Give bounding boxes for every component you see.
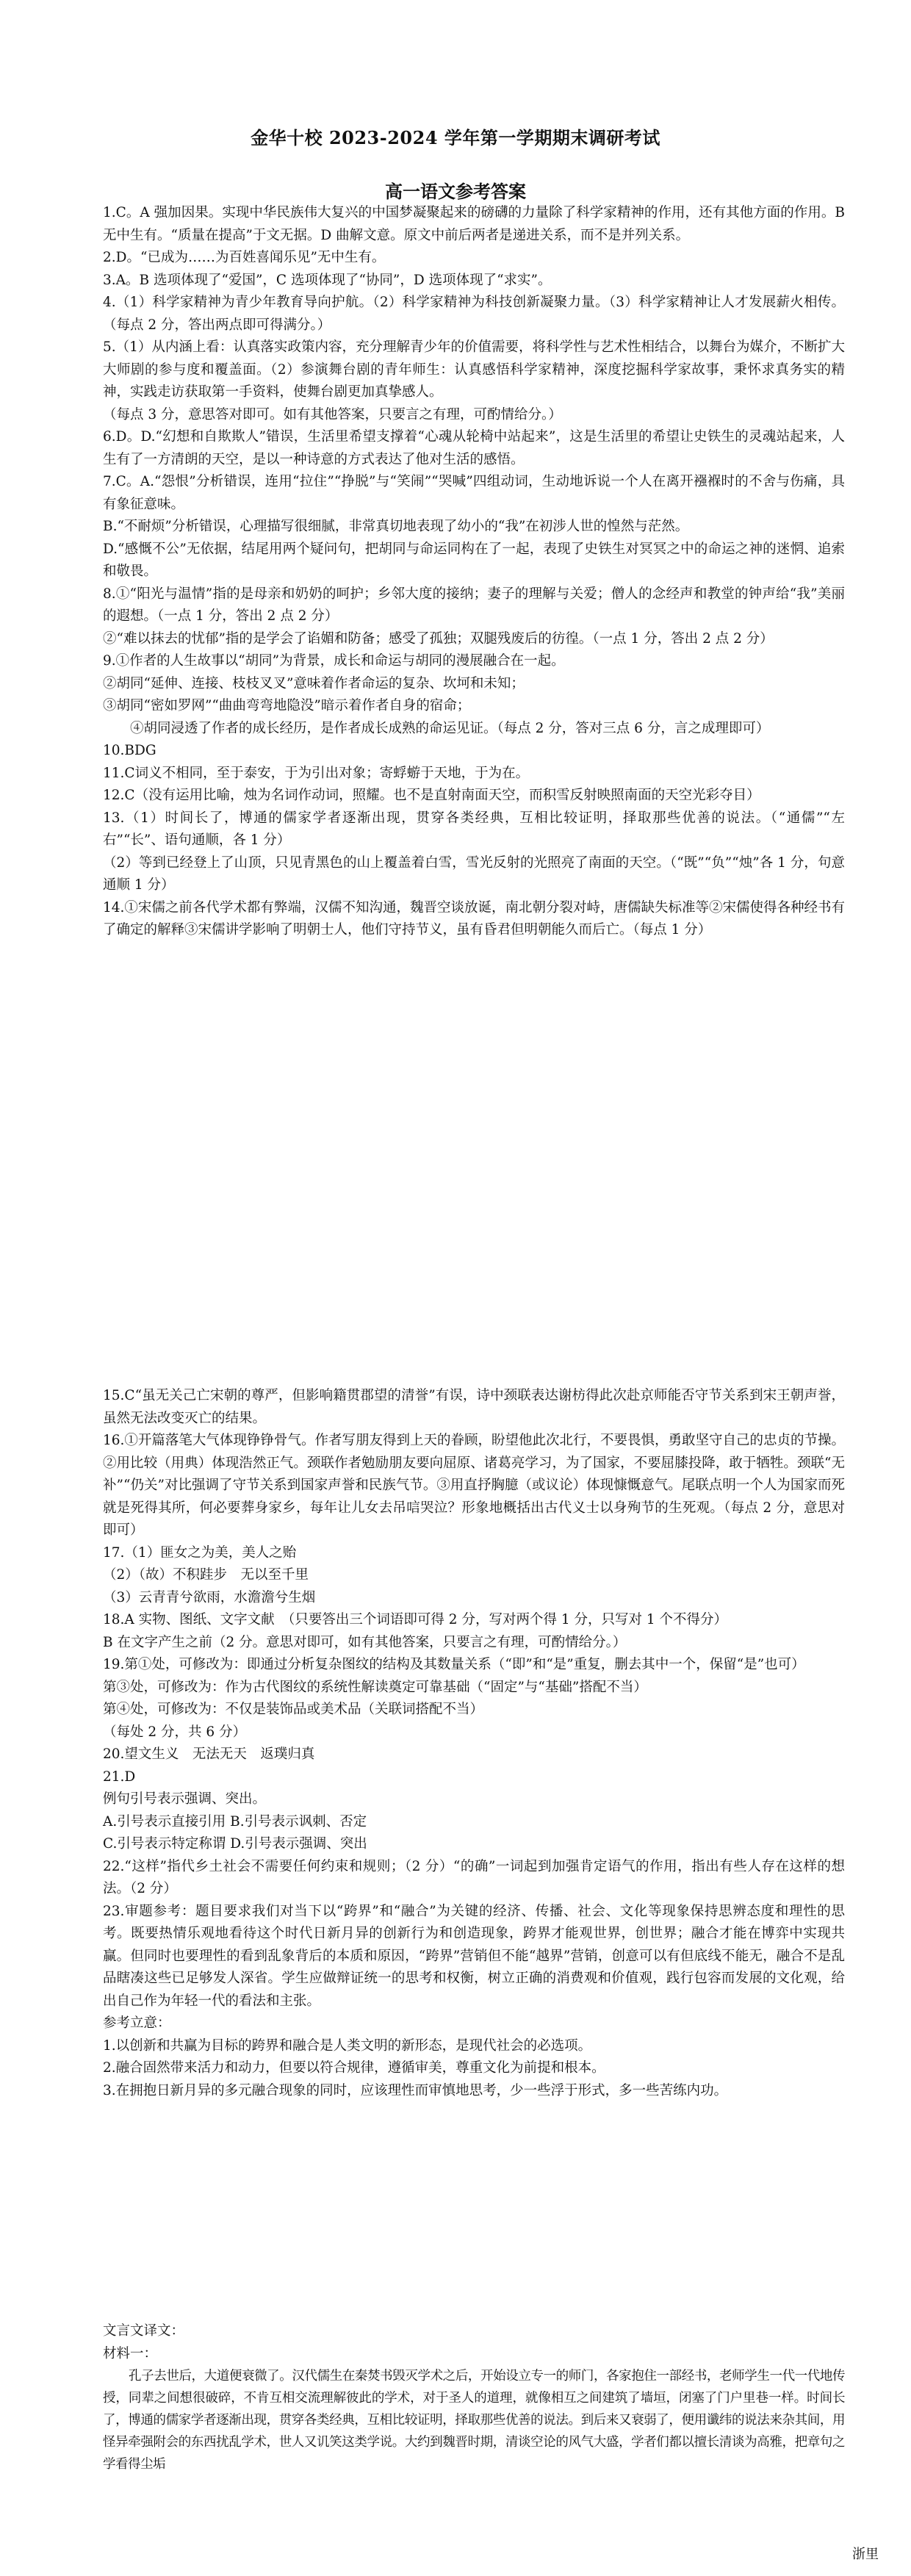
answer-q18-a: 18.A 实物、图纸、文字文献 （只要答出三个词语即可得 2 分，写对两个得 1 分，只写对 1 个不得分） (103, 1612, 728, 1627)
reference-theme-1: 1.以创新和共赢为目标的跨界和融合是人类文明的新形态，是现代社会的必选项。 (103, 2037, 592, 2054)
answer-q23: 23.审题参考：题目要求我们对当下以“跨界”和“融合”为关键的经济、传播、社会、文化等现象保持思辨态度和理性的思考。既要热情乐观地看待这个时代日新月异的创新行为和创造现象，跨界才能观世界，创世界；融合才能在博弈中实现共赢。但同时也要理性的看到乱象背后的本质和原因，“跨界”营销但不能“越界”营销，创意可以有但底线不能无，融合不是乱品瞎凑这些已足够发人深省。学生应做辩证统一的思考和权衡，树立正确的消费观和价值观，践行包容而发展的文化观，给出自己作为年轻一代的看法和主张。 (103, 1903, 845, 2009)
material-one-label: 材料一： (103, 2345, 158, 2361)
answer-key-title: 高一语文参考答案 (385, 181, 526, 202)
answer-q4: 4.（1）科学家精神为青少年教育导向护航。（2）科学家精神为科技创新凝聚力量。（3）科学家精神让人才发展薪火相传。（每点 2 分，答出两点即可得满分。） (103, 295, 845, 333)
answers-part-2 (103, 1385, 845, 2102)
answer-q19-3: 第③处，可修改为：作为古代图纹的系统性解读奠定可靠基础（“固定”与“基础”搭配不当） (103, 1679, 647, 1695)
translation-heading: 文言文译文： (103, 2323, 185, 2339)
answer-q7-d: D.“感慨不公”无依据，结尾用两个疑问句，把胡同与命运同构在了一起，表现了史铁生对冥冥之中的命运之神的迷惘、追索和敬畏。 (103, 541, 845, 579)
answer-q19-scoring: （每处 2 分，共 6 分） (103, 1724, 247, 1740)
translation-body: 孔子去世后，大道便衰微了。汉代儒生在秦焚书毁灭学术之后，开始设立专一的师门，各家抱住一部经书，老师学生一代一代地传授，同辈之间想很破碎，不肯互相交流理解彼此的学术，对于圣人的道理，就像相互之间建筑了墙垣，闭塞了门户里巷一样。时间长了，博通的儒家学者逐渐出现，贯穿各类经典，互相比较证明，择取那些优善的说法。到后来又衰弱了，便用谶纬的说法来杂其间，用怪异牵强附会的东西扰乱学术，世人又讥笑这类学说。大约到魏晋时期，清谈空论的风气大盛，学者们都以擅长清谈为高雅，把章句之学看得尘垢 (103, 2369, 845, 2472)
answer-q8-2: ②“难以抹去的忧郁”指的是学会了谄媚和防备；感受了孤独；双腿残废后的彷徨。（一点 1 分，答出 2 点 2 分） (103, 630, 774, 647)
answer-q13-1: 13.（1）时间长了，博通的儒家学者逐渐出现，贯穿各类经典，互相比较证明，择取那些优善的说法。（“通儒”“左右”“长”、语句通顺，各 1 分） (103, 810, 845, 848)
answer-q18-b: B 在文字产生之前（2 分。意思对即可，如有其他答案，只要言之有理，可酌情给分。） (103, 1634, 627, 1650)
answer-q17-3: （3）云青青兮欲雨，水澹澹兮生烟 (103, 1589, 316, 1605)
document-header (0, 123, 911, 203)
reference-theme-3: 3.在拥抱日新月异的多元融合现象的同时，应该理性而审慎地思考，少一些浮于形式，多一些苦练内功。 (103, 2082, 728, 2098)
answer-q10: 10.BDG (103, 743, 156, 758)
answer-q9-2: ②胡同“延伸、连接、枝枝叉叉”意味着作者命运的复杂、坎坷和未知； (103, 675, 525, 691)
answer-q21: 21.D (103, 1769, 136, 1785)
answer-q5: 5.（1）从内涵上看：认真落实政策内容，充分理解青少年的价值需要，将科学性与艺术性相结合，以舞台为媒介，不断扩大大师剧的参与度和覆盖面。（2）参演舞台剧的青年师生：认真感悟科学家精神，深度挖掘科学家故事，秉怀求真务实的精神，实践走访获取第一手资料，使舞台剧更加真挚感人。 (103, 339, 845, 400)
answer-q8-1: 8.①“阳光与温情”指的是母亲和奶奶的呵护；乡邻大度的接纳；妻子的理解与关爱；僧人的念经声和教堂的钟声给“我”美丽的遐想。（一点 1 分，答出 2 点 2 分） (103, 586, 845, 624)
answer-q16: 16.①开篇落笔大气体现铮铮骨气。作者写朋友得到上天的眷顾，盼望他此次北行，不要畏惧，勇敢坚守自己的忠贞的节操。②用比较（用典）体现浩然正气。颈联作者勉励朋友要向屈原、诸葛亮学习，为了国家，不要屈膝投降，敢于牺牲。颈联“无补”“仍关”对比强调了守节关系到国家声誉和民族气节。③用直抒胸臆（或议论）体现慷慨意气。尾联点明一个人为国家而死就是死得其所，何必要葬身家乡，每年让儿女去吊唁哭泣？形象地概括出古代义士以身殉节的生死观。（每点 2 分，意思对即可） (103, 1433, 845, 1538)
answer-q9-4: ④胡同浸透了作者的成长经历，是作者成长成熟的命运见证。（每点 2 分，答对三点 6 分，言之成理即可） (130, 720, 770, 736)
answer-q21-ab: A.引号表示直接引用 B.引号表示讽刺、否定 (103, 1813, 367, 1830)
answer-q3: 3.A。B 选项体现了“爱国”，C 选项体现了“协同”，D 选项体现了“求实”。 (103, 272, 552, 288)
exam-title: 金华十校 2023-2024 学年第一学期期末调研考试 (251, 127, 660, 148)
answer-q17-1: 17.（1）匪女之为美，美人之贻 (103, 1544, 297, 1561)
reference-theme-heading: 参考立意： (103, 2015, 171, 2031)
answer-q20: 20.望文生义 无法无天 返璞归真 (103, 1746, 315, 1762)
answer-q15: 15.C“虽无关己亡宋朝的尊严，但影响籍贯郡望的清誉”有误，诗中颈联表达谢枋得此次赴京师能否守节关系到宋王朝声誉，虽然无法改变灭亡的结果。 (103, 1388, 845, 1426)
answer-q13-2: （2）等到已经登上了山顶，只见青黑色的山上覆盖着白雪，雪光反射的光照亮了南面的天空。（“既”“负”“烛”各 1 分，句意通顺 1 分） (103, 855, 845, 893)
footer-watermark-text: 浙里 (852, 2547, 879, 2562)
answer-q19-1: 19.第①处，可修改为：即通过分析复杂图纹的结构及其数量关系（“即”和“是”重复，删去其中一个，保留“是”也可） (103, 1657, 805, 1672)
answer-q5-scoring: （每点 3 分，意思答对即可。如有其他答案，只要言之有理，可酌情给分。） (103, 406, 562, 422)
answer-q12: 12.C（没有运用比喻，烛为名词作动词，照耀。也不是直射南面天空，而积雪反射映照南面的天空光彩夺目） (103, 788, 760, 803)
answer-q7: 7.C。A.“怨恨”分析错误，连用“拉住”“挣脱”与“笑闹”“哭喊”四组动词，生动地诉说一个人在离开襁褓时的不舍与伤痛，具有象征意味。 (103, 474, 845, 512)
answer-q17-2: （2）（故）不积跬步 无以至千里 (103, 1567, 309, 1583)
answers-part-1 (103, 202, 845, 942)
answer-q6: 6.D。D.“幻想和自欺欺人”错误，生活里希望支撑着“心魂从轮椅中站起来”，这是生活里的希望让史铁生的灵魂站起来，人生有了一方清朗的天空，是以一种诗意的方式表达了他对生活的感悟。 (103, 429, 845, 467)
reference-theme-2: 2.融合固然带来活力和动力，但要以符合规律，遵循审美，尊重文化为前提和根本。 (103, 2060, 605, 2076)
classical-translation (103, 2320, 845, 2475)
answer-q22: 22.“这样”指代乡土社会不需要任何约束和规则；（2 分）“的确”一词起到加强肯定语气的作用，指出有些人存在这样的想法。（2 分） (103, 1858, 845, 1896)
answer-q21-example: 例句引号表示强调、突出。 (103, 1791, 267, 1807)
answer-q2: 2.D。“已成为……为百姓喜闻乐见”无中生有。 (103, 250, 386, 265)
answer-q21-cd: C.引号表示特定称谓 D.引号表示强调、突出 (103, 1836, 367, 1852)
answer-q9-3: ③胡同“密如罗网”“曲曲弯弯地隐没”暗示着作者自身的宿命； (103, 698, 471, 713)
answer-q14: 14.①宋儒之前各代学术都有弊端，汉儒不知沟通，魏晋空谈放诞，南北朝分裂对峙，唐儒缺失标准等②宋儒使得各种经书有了确定的解释③宋儒讲学影响了明朝士人，他们守持节义，虽有昏君但明朝能久而后亡。（每点 1 分） (103, 899, 845, 938)
answer-q11: 11.C词义不相同，至于泰安，于为引出对象；寄蜉蝣于天地，于为在。 (103, 765, 530, 781)
answer-q19-4: 第④处，可修改为：不仅是装饰品或美术品（关联词搭配不当） (103, 1702, 484, 1717)
answer-q9-1: 9.①作者的人生故事以“胡同”为背景，成长和命运与胡同的漫展融合在一起。 (103, 653, 565, 669)
answer-q7-b: B.“不耐烦”分析错误，心理描写很细腻，非常真切地表现了幼小的“我”在初涉人世的惶然与茫然。 (103, 519, 689, 534)
answer-q1: 1.C。A 强加因果。实现中华民族伟大复兴的中国梦凝聚起来的磅礴的力量除了科学家精神的作用，还有其他方面的作用。B 无中生有。“质量在提高”于文无据。D 曲解文意。原文中前后两者是递进关系，而不是并列关系。 (103, 205, 845, 243)
